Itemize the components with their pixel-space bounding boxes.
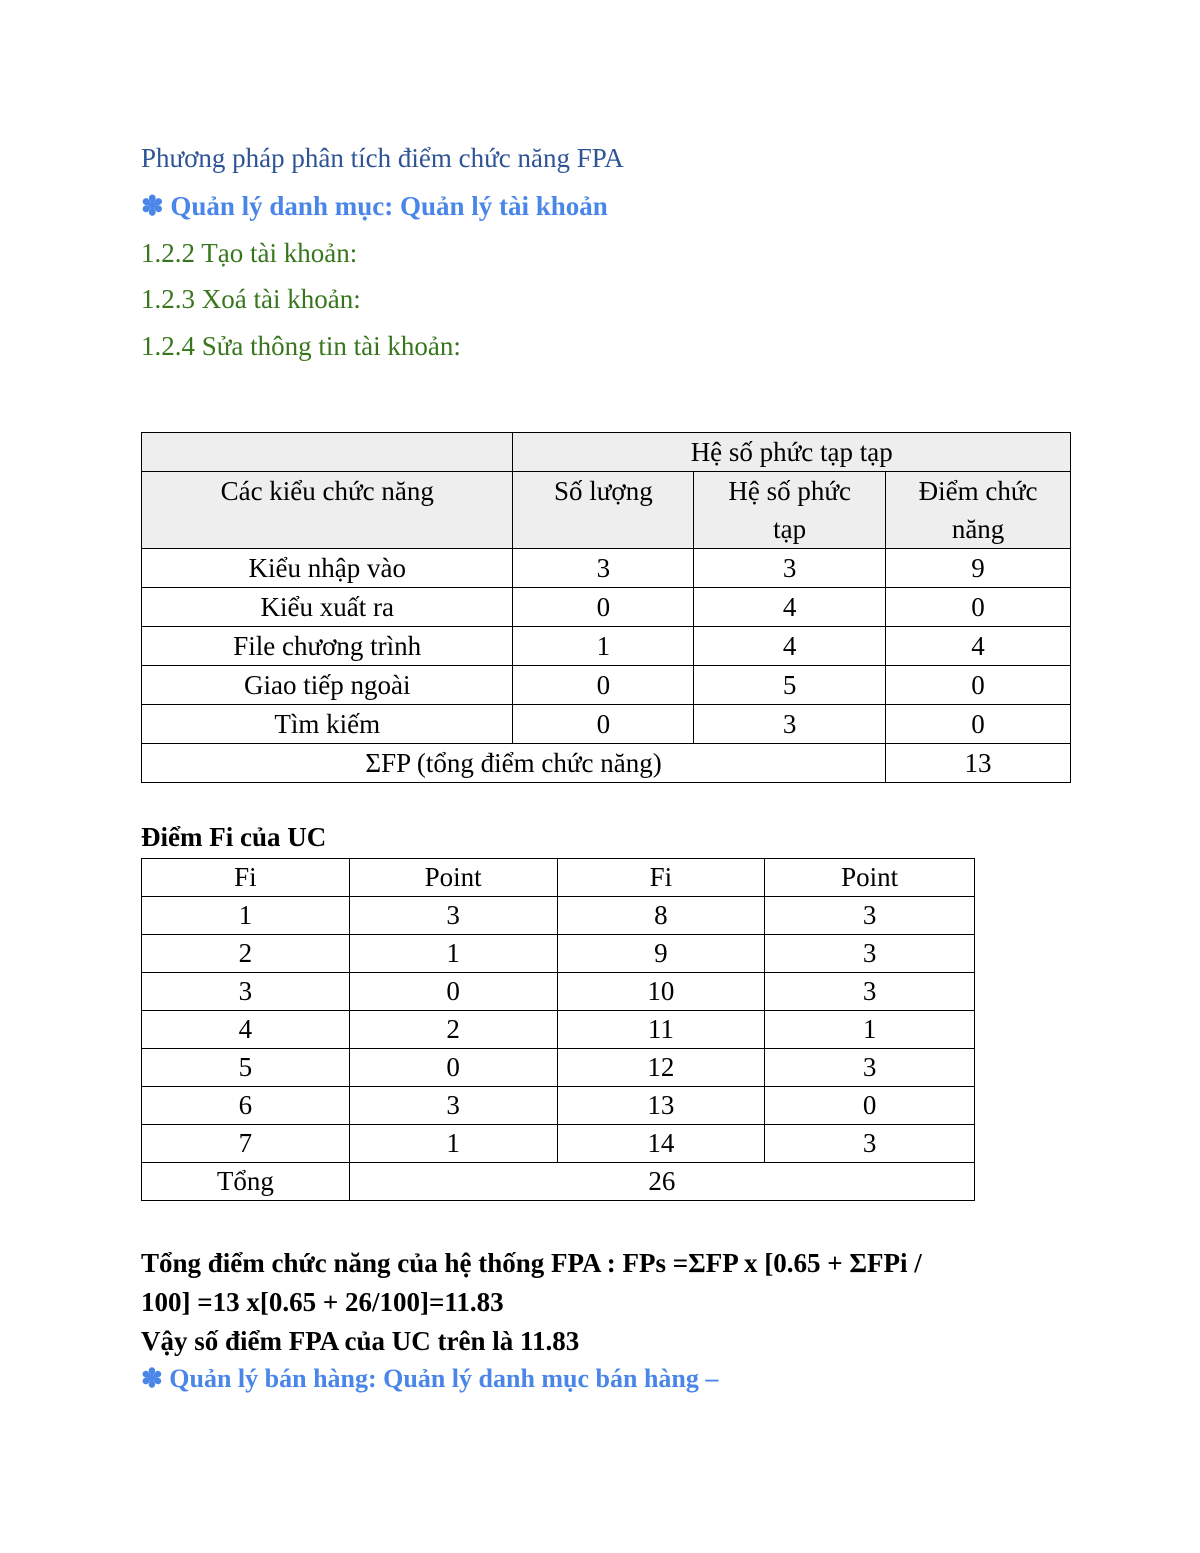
fpa-cell-count: 1 (513, 627, 694, 666)
fi-cell: 1 (349, 935, 557, 973)
fi-cell: 13 (557, 1087, 765, 1125)
fpa-table-group-header-row (142, 433, 1071, 472)
fpa-total-label: ΣFP (tổng điểm chức năng) (142, 744, 886, 783)
fi-col-header: Fi (142, 859, 350, 897)
fi-cell: 3 (765, 897, 975, 935)
section-heading-sales-management: ✽ Quản lý bán hàng: Quản lý danh mục bán hàng – (141, 1364, 719, 1393)
fi-cell: 11 (557, 1011, 765, 1049)
fpa-table-column-header-row (142, 472, 1071, 549)
fpa-formula-line2: 100] =13 x[0.65 + 26/100]=11.83 (141, 1287, 504, 1317)
table-row (142, 588, 1071, 627)
subheading-delete-account: 1.2.3 Xoá tài khoản: (141, 284, 361, 314)
fpa-cell-count: 0 (513, 666, 694, 705)
fpa-cell-type: Tìm kiếm (142, 705, 513, 744)
fpa-col-coef-header: Hệ số phức tạp (694, 472, 886, 549)
fi-col-header: Fi (557, 859, 765, 897)
fpa-cell-type: Kiểu nhập vào (142, 549, 513, 588)
table-row (142, 705, 1071, 744)
fi-cell: 3 (765, 1049, 975, 1087)
fpa-cell-points: 4 (886, 627, 1071, 666)
fi-header-row (142, 859, 975, 897)
fi-cell: 0 (349, 973, 557, 1011)
fpa-cell-coef: 4 (694, 627, 886, 666)
fpa-col-type-header: Các kiểu chức năng (142, 472, 513, 549)
fi-table (141, 858, 975, 1201)
section-heading-account-management: ✽ Quản lý danh mục: Quản lý tài khoản (141, 191, 608, 221)
table-row (142, 1125, 975, 1163)
fpa-table (141, 432, 1071, 783)
fpa-total-row (142, 744, 1071, 783)
subheading-create-account: 1.2.2 Tạo tài khoản: (141, 238, 358, 268)
fi-cell: 12 (557, 1049, 765, 1087)
fpa-formula-line1: Tổng điểm chức năng của hệ thống FPA : FPs =ΣFP x [0.65 + ΣFPi / (141, 1248, 922, 1278)
fpa-cell-type: Giao tiếp ngoài (142, 666, 513, 705)
fi-cell: 2 (349, 1011, 557, 1049)
fpa-cell-coef: 4 (694, 588, 886, 627)
fpa-cell-type: File chương trình (142, 627, 513, 666)
fpa-conclusion: Vậy số điểm FPA của UC trên là 11.83 (141, 1326, 580, 1356)
table-row (142, 1087, 975, 1125)
fi-cell: 3 (765, 1125, 975, 1163)
fpa-total-value: 13 (886, 744, 1071, 783)
table-row (142, 549, 1071, 588)
fpa-col-points-header: Điểm chức năng (886, 472, 1071, 549)
fi-col-header: Point (349, 859, 557, 897)
fi-cell: 1 (349, 1125, 557, 1163)
fpa-cell-count: 0 (513, 705, 694, 744)
fpa-cell-coef: 5 (694, 666, 886, 705)
fpa-cell-count: 3 (513, 549, 694, 588)
fi-cell: 0 (349, 1049, 557, 1087)
fpa-cell-points: 0 (886, 705, 1071, 744)
fi-cell: 3 (765, 935, 975, 973)
fi-total-row (142, 1163, 975, 1201)
fi-cell: 4 (142, 1011, 350, 1049)
fpa-cell-points: 0 (886, 666, 1071, 705)
fpa-cell-coef: 3 (694, 549, 886, 588)
fi-cell: 3 (349, 1087, 557, 1125)
fi-cell: 6 (142, 1087, 350, 1125)
fi-cell: 3 (349, 897, 557, 935)
table-row (142, 897, 975, 935)
page-title: Phương pháp phân tích điểm chức năng FPA (141, 143, 624, 173)
fpa-table-group-header: Hệ số phức tạp tạp (513, 433, 1071, 472)
fpa-cell-count: 0 (513, 588, 694, 627)
fi-cell: 1 (765, 1011, 975, 1049)
fi-col-header: Point (765, 859, 975, 897)
fi-cell: 8 (557, 897, 765, 935)
table-row (142, 1011, 975, 1049)
subheading-edit-account: 1.2.4 Sửa thông tin tài khoản: (141, 331, 461, 361)
fi-cell: 9 (557, 935, 765, 973)
table-row (142, 973, 975, 1011)
fi-cell: 3 (765, 973, 975, 1011)
fpa-table-empty-header-cell (142, 433, 513, 472)
fi-cell: 14 (557, 1125, 765, 1163)
fi-cell: 0 (765, 1087, 975, 1125)
fpa-cell-points: 9 (886, 549, 1071, 588)
fi-cell: 2 (142, 935, 350, 973)
fi-cell: 10 (557, 973, 765, 1011)
fi-cell: 3 (142, 973, 350, 1011)
fi-total-label: Tổng (142, 1163, 350, 1201)
table-row (142, 627, 1071, 666)
fpa-formula (141, 1244, 1041, 1361)
fi-cell: 1 (142, 897, 350, 935)
fi-total-value: 26 (349, 1163, 974, 1201)
fpa-col-count-header: Số lượng (513, 472, 694, 549)
table-row (142, 1049, 975, 1087)
fpa-cell-coef: 3 (694, 705, 886, 744)
fi-cell: 7 (142, 1125, 350, 1163)
table-row (142, 666, 1071, 705)
fpa-cell-points: 0 (886, 588, 1071, 627)
fi-section-title: Điểm Fi của UC (141, 822, 327, 852)
fpa-cell-type: Kiểu xuất ra (142, 588, 513, 627)
fi-cell: 5 (142, 1049, 350, 1087)
table-row (142, 935, 975, 973)
